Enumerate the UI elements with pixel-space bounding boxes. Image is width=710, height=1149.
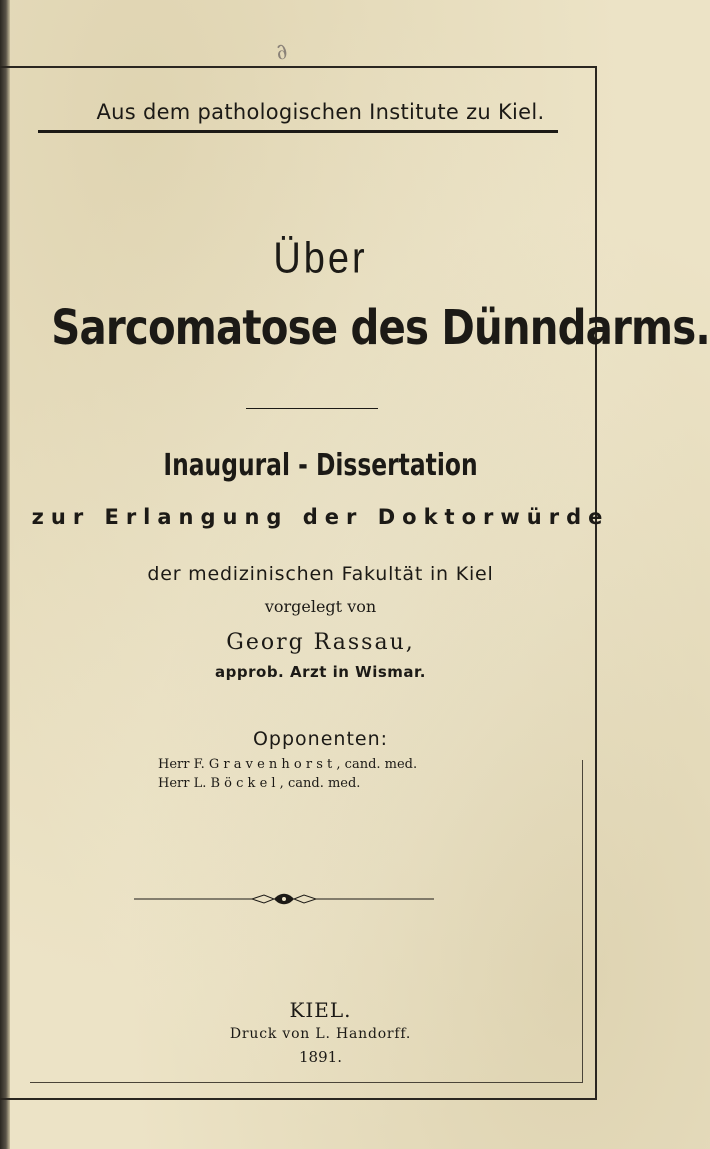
institute-rule (38, 130, 558, 133)
opponents-heading: Opponenten: (252, 728, 389, 750)
title-divider (246, 408, 378, 409)
dissertation-label: Inaugural - Dissertation (163, 448, 478, 483)
opponent-name: G r a v e n h o r s t , (208, 757, 341, 772)
institute-heading: Aus dem pathologischen Institute zu Kiel. (96, 100, 545, 124)
page-border-top (0, 66, 597, 68)
dissertation-purpose: zur Erlangung der Doktorwürde (31, 505, 610, 529)
page-border-bottom (0, 1098, 597, 1100)
author-name: Georg Rassau, (226, 630, 415, 655)
title-preposition: Über (273, 234, 368, 284)
printer-line: Druck von L. Handorff. (229, 1026, 412, 1042)
opponent-role: cand. med. (344, 757, 418, 772)
publication-year: 1891. (299, 1048, 342, 1066)
publication-place: KIEL. (289, 998, 352, 1022)
presented-by: vorgelegt von (264, 597, 377, 616)
faculty-line: der medizinischen Fakultät in Kiel (147, 563, 494, 585)
opponent-name: B ö c k e l , (210, 776, 284, 791)
page-title: Sarcomatose des Dünndarms. (51, 300, 710, 356)
pencil-mark-icon: ∂ (272, 38, 292, 67)
author-title: approb. Arzt in Wismar. (215, 663, 426, 681)
opponent-row (158, 776, 360, 791)
opponent-salutation: Herr L. (158, 776, 207, 791)
opponent-role: cand. med. (287, 776, 361, 791)
ornament-divider-icon (134, 892, 434, 906)
opponent-row (158, 757, 417, 772)
page-border-bottom-inner (30, 1082, 583, 1083)
opponent-salutation: Herr F. (158, 757, 205, 772)
